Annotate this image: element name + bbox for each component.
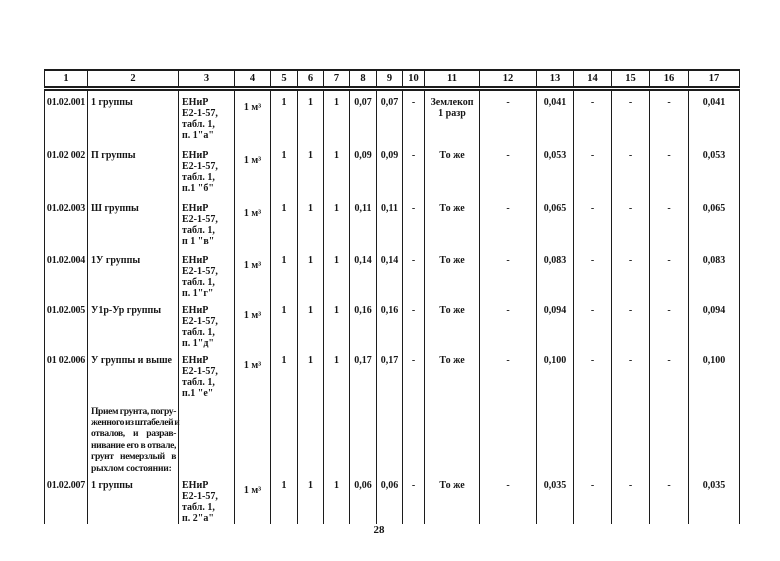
cell-basis <box>179 299 235 349</box>
cell-performer: То же <box>425 197 480 249</box>
cell-col7: 1 <box>324 89 350 144</box>
cell-col8: 0,16 <box>350 299 377 349</box>
cell-code <box>45 400 88 474</box>
cell-col12: - <box>480 89 537 144</box>
cell-col5: 1 <box>271 89 298 144</box>
cell-performer: То же <box>425 144 480 197</box>
cell-col10: - <box>403 349 425 400</box>
cell-col17 <box>689 400 740 474</box>
cell-col5: 1 <box>271 144 298 197</box>
cell-unit: 1 м³ <box>235 249 271 299</box>
cell-col8: 0,09 <box>350 144 377 197</box>
cell-col14: - <box>574 349 612 400</box>
cell-col6 <box>298 400 324 474</box>
cell-col12: - <box>480 197 537 249</box>
column-header: 4 <box>235 70 271 89</box>
work-name-line: Прием грунта, погру- <box>91 405 176 417</box>
rates-table <box>44 69 740 524</box>
cell-code: 01.02 002 <box>45 144 88 197</box>
cell-code: 01.02.005 <box>45 299 88 349</box>
cell-col12: - <box>480 249 537 299</box>
cell-performer: То же <box>425 474 480 524</box>
cell-work-name <box>88 400 179 474</box>
table-header <box>45 70 740 89</box>
cell-col17: 0,041 <box>689 89 740 144</box>
basis-line: ЕНиР <box>182 202 209 214</box>
cell-col10: - <box>403 144 425 197</box>
cell-col9: 0,07 <box>377 89 403 144</box>
cell-col5: 1 <box>271 474 298 524</box>
column-header: 1 <box>45 70 88 89</box>
cell-col10: - <box>403 197 425 249</box>
cell-col10: - <box>403 299 425 349</box>
basis-line: ЕНиР <box>182 354 209 366</box>
cell-col6: 1 <box>298 249 324 299</box>
cell-col9: 0,16 <box>377 299 403 349</box>
cell-col8 <box>350 400 377 474</box>
basis-line: ЕНиР <box>182 479 209 491</box>
cell-col9: 0,11 <box>377 197 403 249</box>
cell-performer: То же <box>425 299 480 349</box>
basis-line: п 1 "в" <box>182 235 215 247</box>
cell-col16: - <box>650 474 689 524</box>
basis-line: п.1 "б" <box>182 182 214 194</box>
cell-basis <box>179 144 235 197</box>
cell-col9: 0,09 <box>377 144 403 197</box>
column-header: 7 <box>324 70 350 89</box>
cell-unit: 1 м³ <box>235 197 271 249</box>
cell-col8: 0,06 <box>350 474 377 524</box>
column-header: 8 <box>350 70 377 89</box>
cell-performer <box>425 89 480 144</box>
cell-unit: 1 м³ <box>235 144 271 197</box>
cell-col9: 0,14 <box>377 249 403 299</box>
cell-col9: 0,17 <box>377 349 403 400</box>
cell-code: 01.02.001 <box>45 89 88 144</box>
work-name-line: отвалов, и разрав- <box>91 428 176 440</box>
cell-col10: - <box>403 249 425 299</box>
cell-col10 <box>403 400 425 474</box>
cell-work-name: У1р-Ур группы <box>88 299 179 349</box>
cell-col13: 0,094 <box>537 299 574 349</box>
cell-col13: 0,035 <box>537 474 574 524</box>
cell-col6: 1 <box>298 474 324 524</box>
cell-col14: - <box>574 299 612 349</box>
cell-col7: 1 <box>324 197 350 249</box>
cell-unit: 1 м³ <box>235 349 271 400</box>
cell-col9 <box>377 400 403 474</box>
cell-col15: - <box>612 474 650 524</box>
cell-col16: - <box>650 349 689 400</box>
basis-line: Е2-1-57, <box>182 365 218 377</box>
cell-col15: - <box>612 197 650 249</box>
cell-col12: - <box>480 144 537 197</box>
cell-col7: 1 <box>324 299 350 349</box>
column-header: 15 <box>612 70 650 89</box>
column-header: 9 <box>377 70 403 89</box>
basis-line: табл. 1, <box>182 501 215 513</box>
cell-col12 <box>480 400 537 474</box>
cell-performer: То же <box>425 349 480 400</box>
table-row <box>45 144 740 197</box>
basis-line: п. 1"а" <box>182 130 214 141</box>
cell-col16: - <box>650 299 689 349</box>
basis-line: ЕНиР <box>182 97 209 108</box>
table-row <box>45 400 740 474</box>
column-header: 16 <box>650 70 689 89</box>
table-row <box>45 249 740 299</box>
cell-basis <box>179 249 235 299</box>
cell-unit <box>235 400 271 474</box>
cell-col8: 0,14 <box>350 249 377 299</box>
cell-performer <box>425 400 480 474</box>
work-name-line: рыхлом состоянии: <box>91 462 172 474</box>
cell-col17: 0,083 <box>689 249 740 299</box>
cell-col14: - <box>574 89 612 144</box>
cell-code: 01.02.003 <box>45 197 88 249</box>
basis-line: табл. 1, <box>182 224 215 236</box>
basis-line: ЕНиР <box>182 304 209 316</box>
basis-line: п.1 "е" <box>182 387 214 399</box>
basis-line: п. 1"г" <box>182 287 214 299</box>
cell-col16 <box>650 400 689 474</box>
cell-col5: 1 <box>271 349 298 400</box>
column-header: 6 <box>298 70 324 89</box>
performer-line: Землекоп <box>430 97 474 108</box>
work-name-line: женного из штабелей и <box>91 416 180 428</box>
cell-col17: 0,065 <box>689 197 740 249</box>
cell-col12: - <box>480 349 537 400</box>
cell-col10: - <box>403 474 425 524</box>
cell-code: 01 02.006 <box>45 349 88 400</box>
cell-col16: - <box>650 89 689 144</box>
cell-col16: - <box>650 249 689 299</box>
table-row <box>45 474 740 524</box>
cell-basis <box>179 349 235 400</box>
cell-col15: - <box>612 349 650 400</box>
basis-line: п. 1"д" <box>182 337 214 349</box>
column-header: 5 <box>271 70 298 89</box>
cell-work-name: У группы и выше <box>88 349 179 400</box>
cell-col5: 1 <box>271 197 298 249</box>
cell-work-name: 1 группы <box>88 89 179 144</box>
cell-col14: - <box>574 144 612 197</box>
cell-col7: 1 <box>324 349 350 400</box>
cell-col13: 0,065 <box>537 197 574 249</box>
cell-basis <box>179 89 235 144</box>
column-header: 12 <box>480 70 537 89</box>
column-header: 3 <box>179 70 235 89</box>
cell-basis <box>179 400 235 474</box>
cell-col9: 0,06 <box>377 474 403 524</box>
cell-col5 <box>271 400 298 474</box>
cell-col17: 0,100 <box>689 349 740 400</box>
basis-line: п. 2"а" <box>182 512 214 524</box>
cell-col13: 0,053 <box>537 144 574 197</box>
cell-col14: - <box>574 197 612 249</box>
cell-col14: - <box>574 474 612 524</box>
cell-col6: 1 <box>298 197 324 249</box>
cell-col17: 0,035 <box>689 474 740 524</box>
cell-basis <box>179 474 235 524</box>
cell-work-name: 1У группы <box>88 249 179 299</box>
table-row <box>45 299 740 349</box>
work-name-line: грунт немерзлый в <box>91 451 176 463</box>
cell-col10: - <box>403 89 425 144</box>
cell-col7 <box>324 400 350 474</box>
cell-col8: 0,07 <box>350 89 377 144</box>
cell-basis <box>179 197 235 249</box>
cell-performer: То же <box>425 249 480 299</box>
cell-col14: - <box>574 249 612 299</box>
cell-col6: 1 <box>298 144 324 197</box>
column-header: 11 <box>425 70 480 89</box>
cell-col6: 1 <box>298 299 324 349</box>
cell-unit: 1 м³ <box>235 474 271 524</box>
basis-line: Е2-1-57, <box>182 160 218 172</box>
cell-col8: 0,11 <box>350 197 377 249</box>
cell-col17: 0,053 <box>689 144 740 197</box>
cell-col7: 1 <box>324 144 350 197</box>
column-header: 2 <box>88 70 179 89</box>
table-body <box>45 89 740 524</box>
cell-code: 01.02.007 <box>45 474 88 524</box>
cell-col12: - <box>480 299 537 349</box>
basis-line: табл. 1, <box>182 119 215 130</box>
cell-col12: - <box>480 474 537 524</box>
cell-col5: 1 <box>271 299 298 349</box>
column-header: 14 <box>574 70 612 89</box>
basis-line: табл. 1, <box>182 276 215 288</box>
basis-line: табл. 1, <box>182 171 215 183</box>
cell-col15: - <box>612 89 650 144</box>
cell-col13: 0,083 <box>537 249 574 299</box>
column-header: 10 <box>403 70 425 89</box>
cell-col15: - <box>612 249 650 299</box>
cell-unit: 1 м³ <box>235 299 271 349</box>
cell-col7: 1 <box>324 474 350 524</box>
table-row <box>45 197 740 249</box>
cell-work-name: Ш группы <box>88 197 179 249</box>
basis-line: Е2-1-57, <box>182 265 218 277</box>
cell-col6: 1 <box>298 89 324 144</box>
cell-col14 <box>574 400 612 474</box>
cell-code: 01.02.004 <box>45 249 88 299</box>
basis-line: табл. 1, <box>182 326 215 338</box>
page-number: 28 <box>373 524 385 536</box>
cell-col13: 0,100 <box>537 349 574 400</box>
basis-line: табл. 1, <box>182 376 215 388</box>
cell-col15 <box>612 400 650 474</box>
cell-col8: 0,17 <box>350 349 377 400</box>
cell-col13: 0,041 <box>537 89 574 144</box>
cell-col16: - <box>650 197 689 249</box>
cell-work-name: П группы <box>88 144 179 197</box>
cell-col5: 1 <box>271 249 298 299</box>
cell-col15: - <box>612 144 650 197</box>
cell-work-name: 1 группы <box>88 474 179 524</box>
cell-col16: - <box>650 144 689 197</box>
performer-line: 1 разр <box>438 108 466 119</box>
cell-col6: 1 <box>298 349 324 400</box>
basis-line: Е2-1-57, <box>182 108 218 119</box>
column-header: 17 <box>689 70 740 89</box>
basis-line: ЕНиР <box>182 149 209 161</box>
work-name-line: нивание его в отвале, <box>91 439 176 451</box>
table-header-row <box>45 70 740 89</box>
basis-line: Е2-1-57, <box>182 490 218 502</box>
cell-col13 <box>537 400 574 474</box>
cell-col15: - <box>612 299 650 349</box>
basis-line: Е2-1-57, <box>182 315 218 327</box>
table-row <box>45 89 740 144</box>
table-row <box>45 349 740 400</box>
cell-unit: 1 м³ <box>235 89 271 144</box>
basis-line: ЕНиР <box>182 254 209 266</box>
basis-line: Е2-1-57, <box>182 213 218 225</box>
column-header: 13 <box>537 70 574 89</box>
cell-col7: 1 <box>324 249 350 299</box>
cell-col17: 0,094 <box>689 299 740 349</box>
